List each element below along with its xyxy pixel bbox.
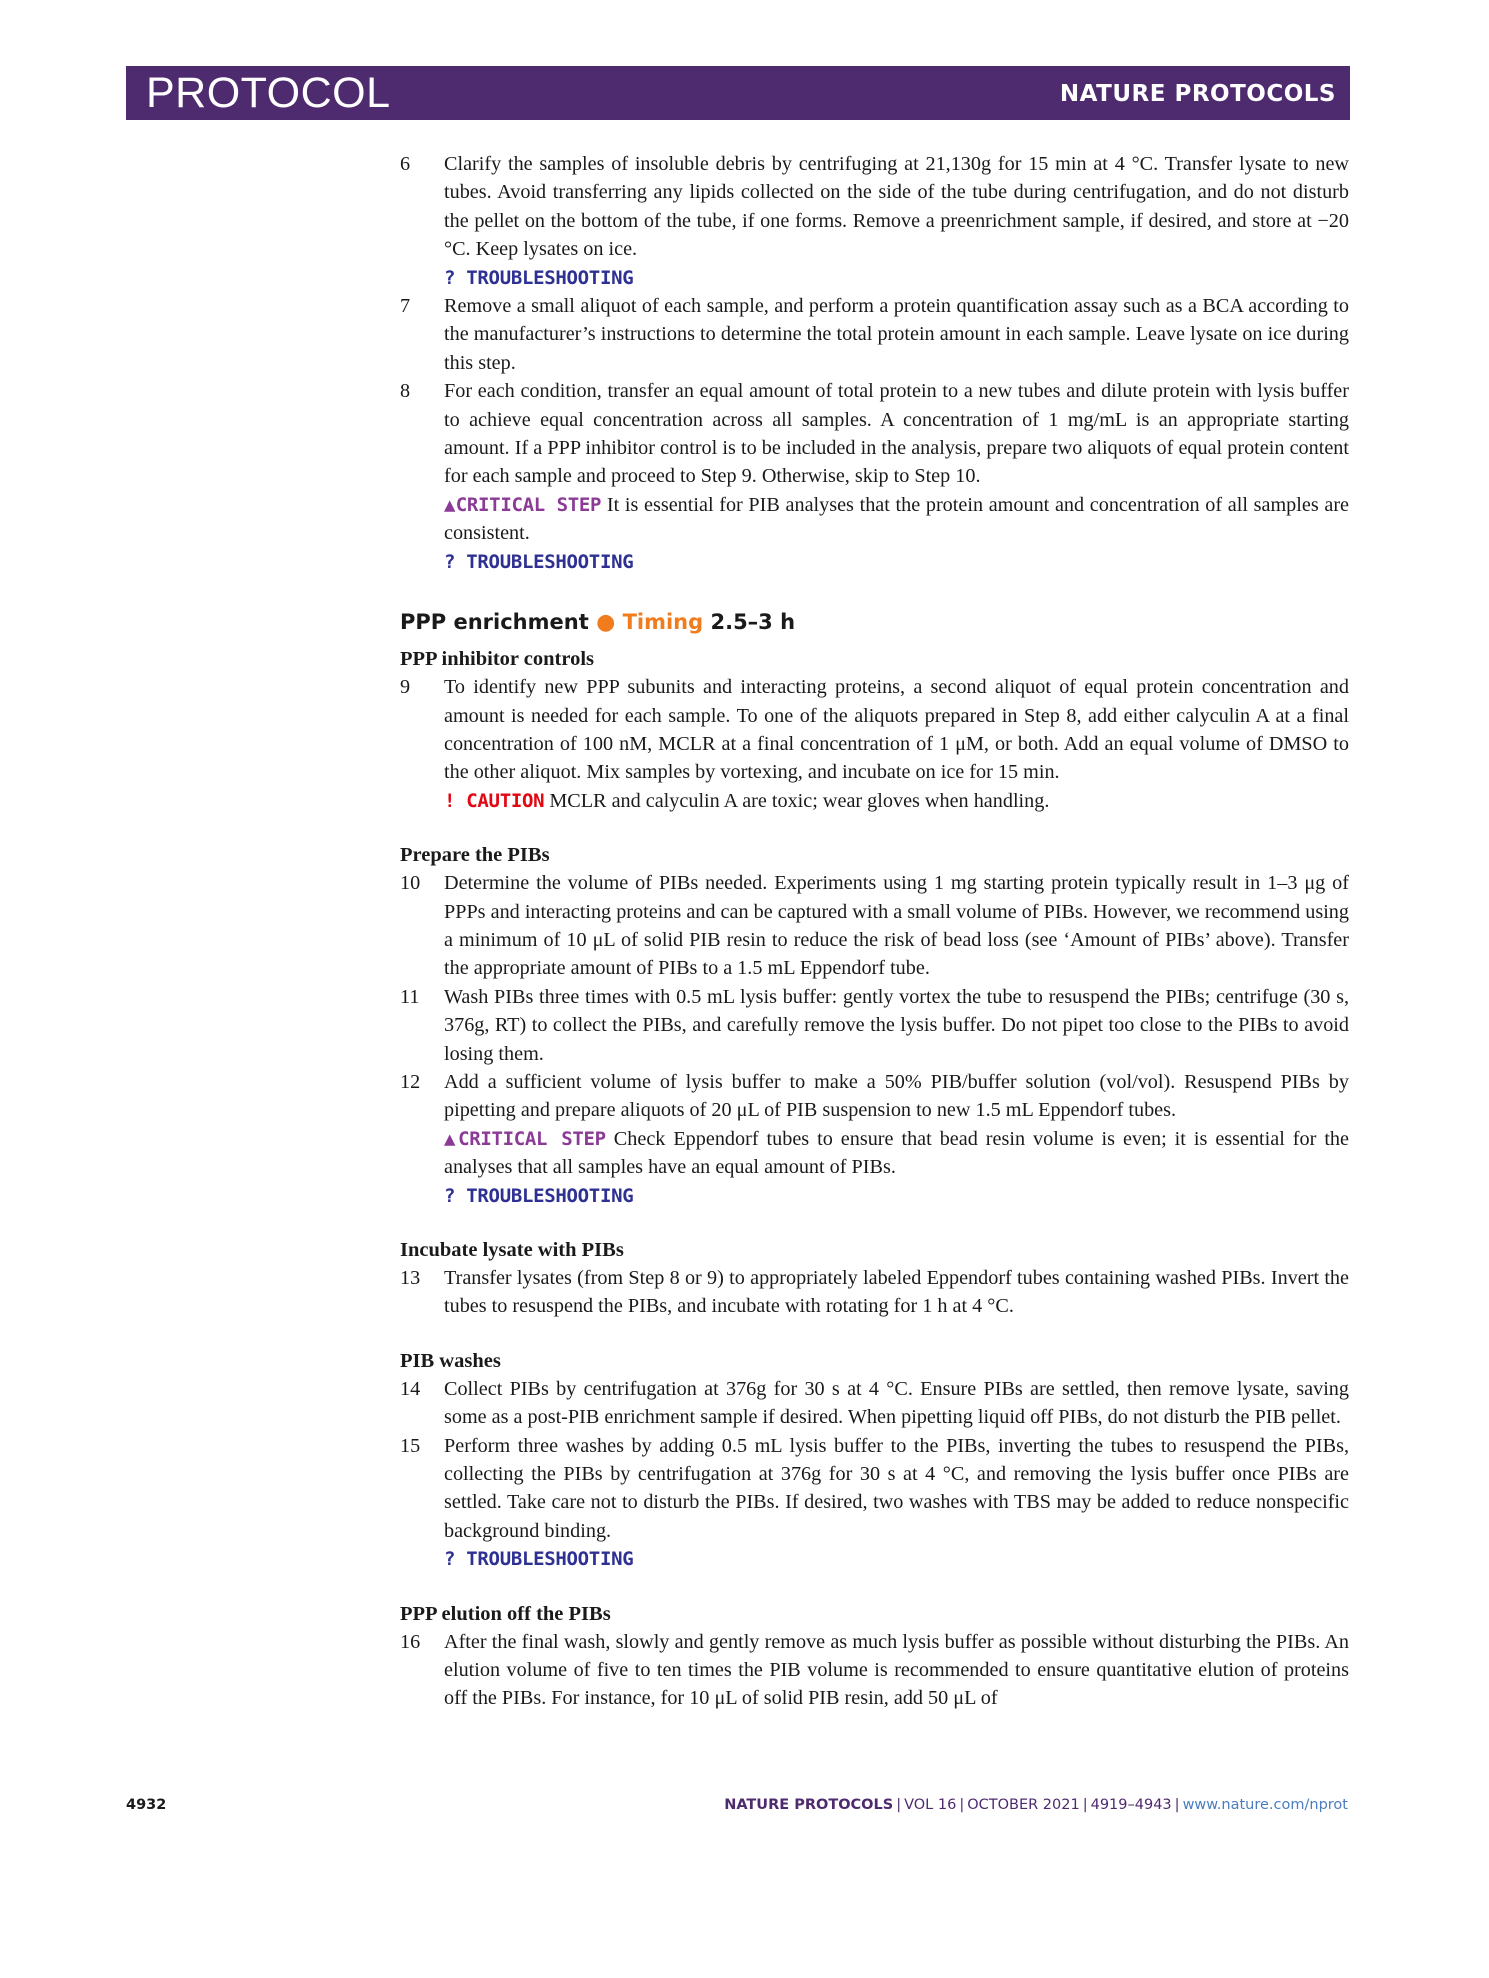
step-text: Perform three washes by adding 0.5 mL lysis buffer to the PIBs, inverting the tubes to resuspend the PIBs, collecting the PIBs by centrifugation at 376g for 30 s at 4 °C, and removing the lysis buffer once PIBs are settled. Take care not to disturb the PIBs. If desired, two washes with TBS may be added to reduce nonspecific background binding. <box>444 1434 1349 1542</box>
step-text: Transfer lysates (from Step 8 or 9) to appropriately labeled Eppendorf tubes containing washed PIBs. Invert the tubes to resuspend the PIBs, and incubate with rotating for 1 h at 4 °C. <box>444 1267 1349 1318</box>
step-8 <box>400 377 1349 576</box>
subheading-prepare-pibs: Prepare the PIBs <box>400 844 550 867</box>
caution-text: MCLR and calyculin A are toxic; wear gloves when handling. <box>549 789 1050 812</box>
subheading-pib-washes: PIB washes <box>400 1349 501 1372</box>
critical-step-note <box>444 1125 1349 1182</box>
critical-step-label: ▲CRITICAL STEP <box>444 493 602 516</box>
step-text: For each condition, transfer an equal amount of total protein to a new tubes and dilute protein with lysis buffer to achieve equal concentration across all samples. A concentration of 1 mg/mL is an appropriate starting amount. If a PPP inhibitor control is to be included in the analysis, prepare two aliquots of equal protein content for each sample and proceed to Step 9. Otherwise, skip to Step 10. <box>444 380 1349 488</box>
footer-volume: VOL 16 <box>904 1797 957 1813</box>
critical-step-text: It is essential for PIB analyses that the protein amount and concentration of all samples are consistent. <box>444 493 1349 545</box>
step-number: 6 <box>400 153 411 175</box>
step-number: 11 <box>400 985 420 1008</box>
footer-separator: | <box>959 1797 965 1813</box>
critical-step-text: Check Eppendorf tubes to ensure that bead resin volume is even; it is essential for the analyses that all samples have an equal amount of PIBs. <box>444 1127 1349 1179</box>
step-text: Add a sufficient volume of lysis buffer to make a 50% PIB/buffer solution (vol/vol). Resuspend PIBs by pipetting and prepare aliquots of 20 μL of PIB suspension to new 1.5 mL Eppendorf tubes. <box>444 1070 1349 1122</box>
timing-dot-icon: ● <box>596 610 616 636</box>
section-label: PROTOCOL <box>146 69 391 117</box>
header-banner <box>126 66 1350 120</box>
troubleshooting-link[interactable]: ? TROUBLESHOOTING <box>444 550 634 573</box>
page-number: 4932 <box>126 1797 167 1813</box>
caution-note <box>444 787 1349 815</box>
critical-step-label: ▲CRITICAL STEP <box>444 1127 606 1150</box>
footer-separator: | <box>1082 1797 1088 1813</box>
step-text: Remove a small aliquot of each sample, and perform a protein quantification assay such as a BCA according to the manufacturer’s instructions to determine the total protein amount in each sample. Leave lysate on ice during this step. <box>444 295 1349 374</box>
timing-value: 2.5–3 h <box>710 610 796 635</box>
footer-separator: | <box>1174 1797 1180 1813</box>
section-heading <box>400 608 1349 637</box>
subheading-elution: PPP elution off the PIBs <box>400 1602 611 1625</box>
step-12 <box>400 1068 1349 1210</box>
timing-label: Timing <box>622 610 704 635</box>
step-number: 13 <box>400 1267 421 1289</box>
step-6 <box>400 150 1349 292</box>
footer-url-link[interactable]: www.nature.com/nprot <box>1182 1797 1348 1813</box>
footer-pages: 4919–4943 <box>1090 1797 1172 1813</box>
footer-journal: NATURE PROTOCOLS <box>724 1797 894 1813</box>
step-text: Collect PIBs by centrifugation at 376g for 30 s at 4 °C. Ensure PIBs are settled, then remove lysate, saving some as a post-PIB enrichment sample if desired. When pipetting liquid off PIBs, do not disturb the PIB pellet. <box>444 1377 1349 1429</box>
step-number: 10 <box>400 872 421 895</box>
troubleshooting-link[interactable]: ? TROUBLESHOOTING <box>444 1548 634 1571</box>
section-title: PPP enrichment <box>400 610 589 635</box>
step-text: To identify new PPP subunits and interacting proteins, a second aliquot of equal protein concentration and amount is needed for each sample. To one of the aliquots prepared in Step 8, add either calyculin A at a final concentration of 100 nM, MCLR at a final concentration of 1 μM, or both. Add an equal volume of DMSO to the other aliquot. Mix samples by vortexing, and incubate on ice for 15 min. <box>444 676 1349 784</box>
step-15 <box>400 1432 1349 1574</box>
troubleshooting-link[interactable]: ? TROUBLESHOOTING <box>444 266 634 289</box>
footer-separator: | <box>896 1797 902 1813</box>
subheading-inhibitor-controls: PPP inhibitor controls <box>400 648 595 671</box>
step-7 <box>400 292 1349 377</box>
step-11 <box>400 983 1349 1068</box>
article-body <box>400 150 1349 1713</box>
step-text: Determine the volume of PIBs needed. Experiments using 1 mg starting protein typically result in 1–3 μg of PPPs and interacting proteins and can be captured with a small volume of PIBs. However, we recommend using a minimum of 10 μL of solid PIB resin to reduce the risk of bead loss (see ‘Amount of PIBs’ above). Transfer the appropriate amount of PIBs to a 1.5 mL Eppendorf tube. <box>444 872 1349 980</box>
step-number: 7 <box>400 295 411 318</box>
journal-name: NATURE PROTOCOLS <box>1059 81 1336 107</box>
step-number: 15 <box>400 1434 421 1457</box>
step-13 <box>400 1264 1349 1321</box>
step-number: 12 <box>400 1070 421 1093</box>
step-text: After the final wash, slowly and gently remove as much lysis buffer as possible without disturbing the PIBs. An elution volume of five to ten times the PIB volume is recommended to ensure quantitative elution of proteins off the PIBs. For instance, for 10 μL of solid PIB resin, add 50 μL of <box>444 1630 1349 1710</box>
step-number: 8 <box>400 380 411 403</box>
step-number: 14 <box>400 1377 421 1400</box>
footer-date: OCTOBER 2021 <box>967 1797 1080 1813</box>
step-10 <box>400 869 1349 983</box>
critical-step-note <box>444 491 1349 548</box>
footer-citation <box>724 1797 1348 1813</box>
step-9 <box>400 673 1349 815</box>
step-text: Wash PIBs three times with 0.5 mL lysis buffer: gently vortex the tube to resuspend the PIBs; centrifuge (30 s, 376g, RT) to collect the PIBs, and carefully remove the lysis buffer. Do not pipet too close to the PIBs to avoid losing them. <box>444 985 1349 1065</box>
subheading-incubate: Incubate lysate with PIBs <box>400 1239 624 1261</box>
step-text: Clarify the samples of insoluble debris by centrifuging at 21,130g for 15 min at 4 °C. Transfer lysate to new tubes. Avoid transferring any lipids collected on the side of the tube during centrifugation, and do not disturb the pellet on the bottom of the tube, if one forms. Remove a preenrichment sample, if desired, and store at −20 °C. Keep lysates on ice. <box>444 153 1349 261</box>
step-number: 9 <box>400 676 411 699</box>
step-number: 16 <box>400 1630 421 1653</box>
step-16 <box>400 1628 1349 1713</box>
caution-label: ! CAUTION <box>444 789 545 812</box>
troubleshooting-link[interactable]: ? TROUBLESHOOTING <box>444 1184 634 1207</box>
step-14 <box>400 1375 1349 1432</box>
